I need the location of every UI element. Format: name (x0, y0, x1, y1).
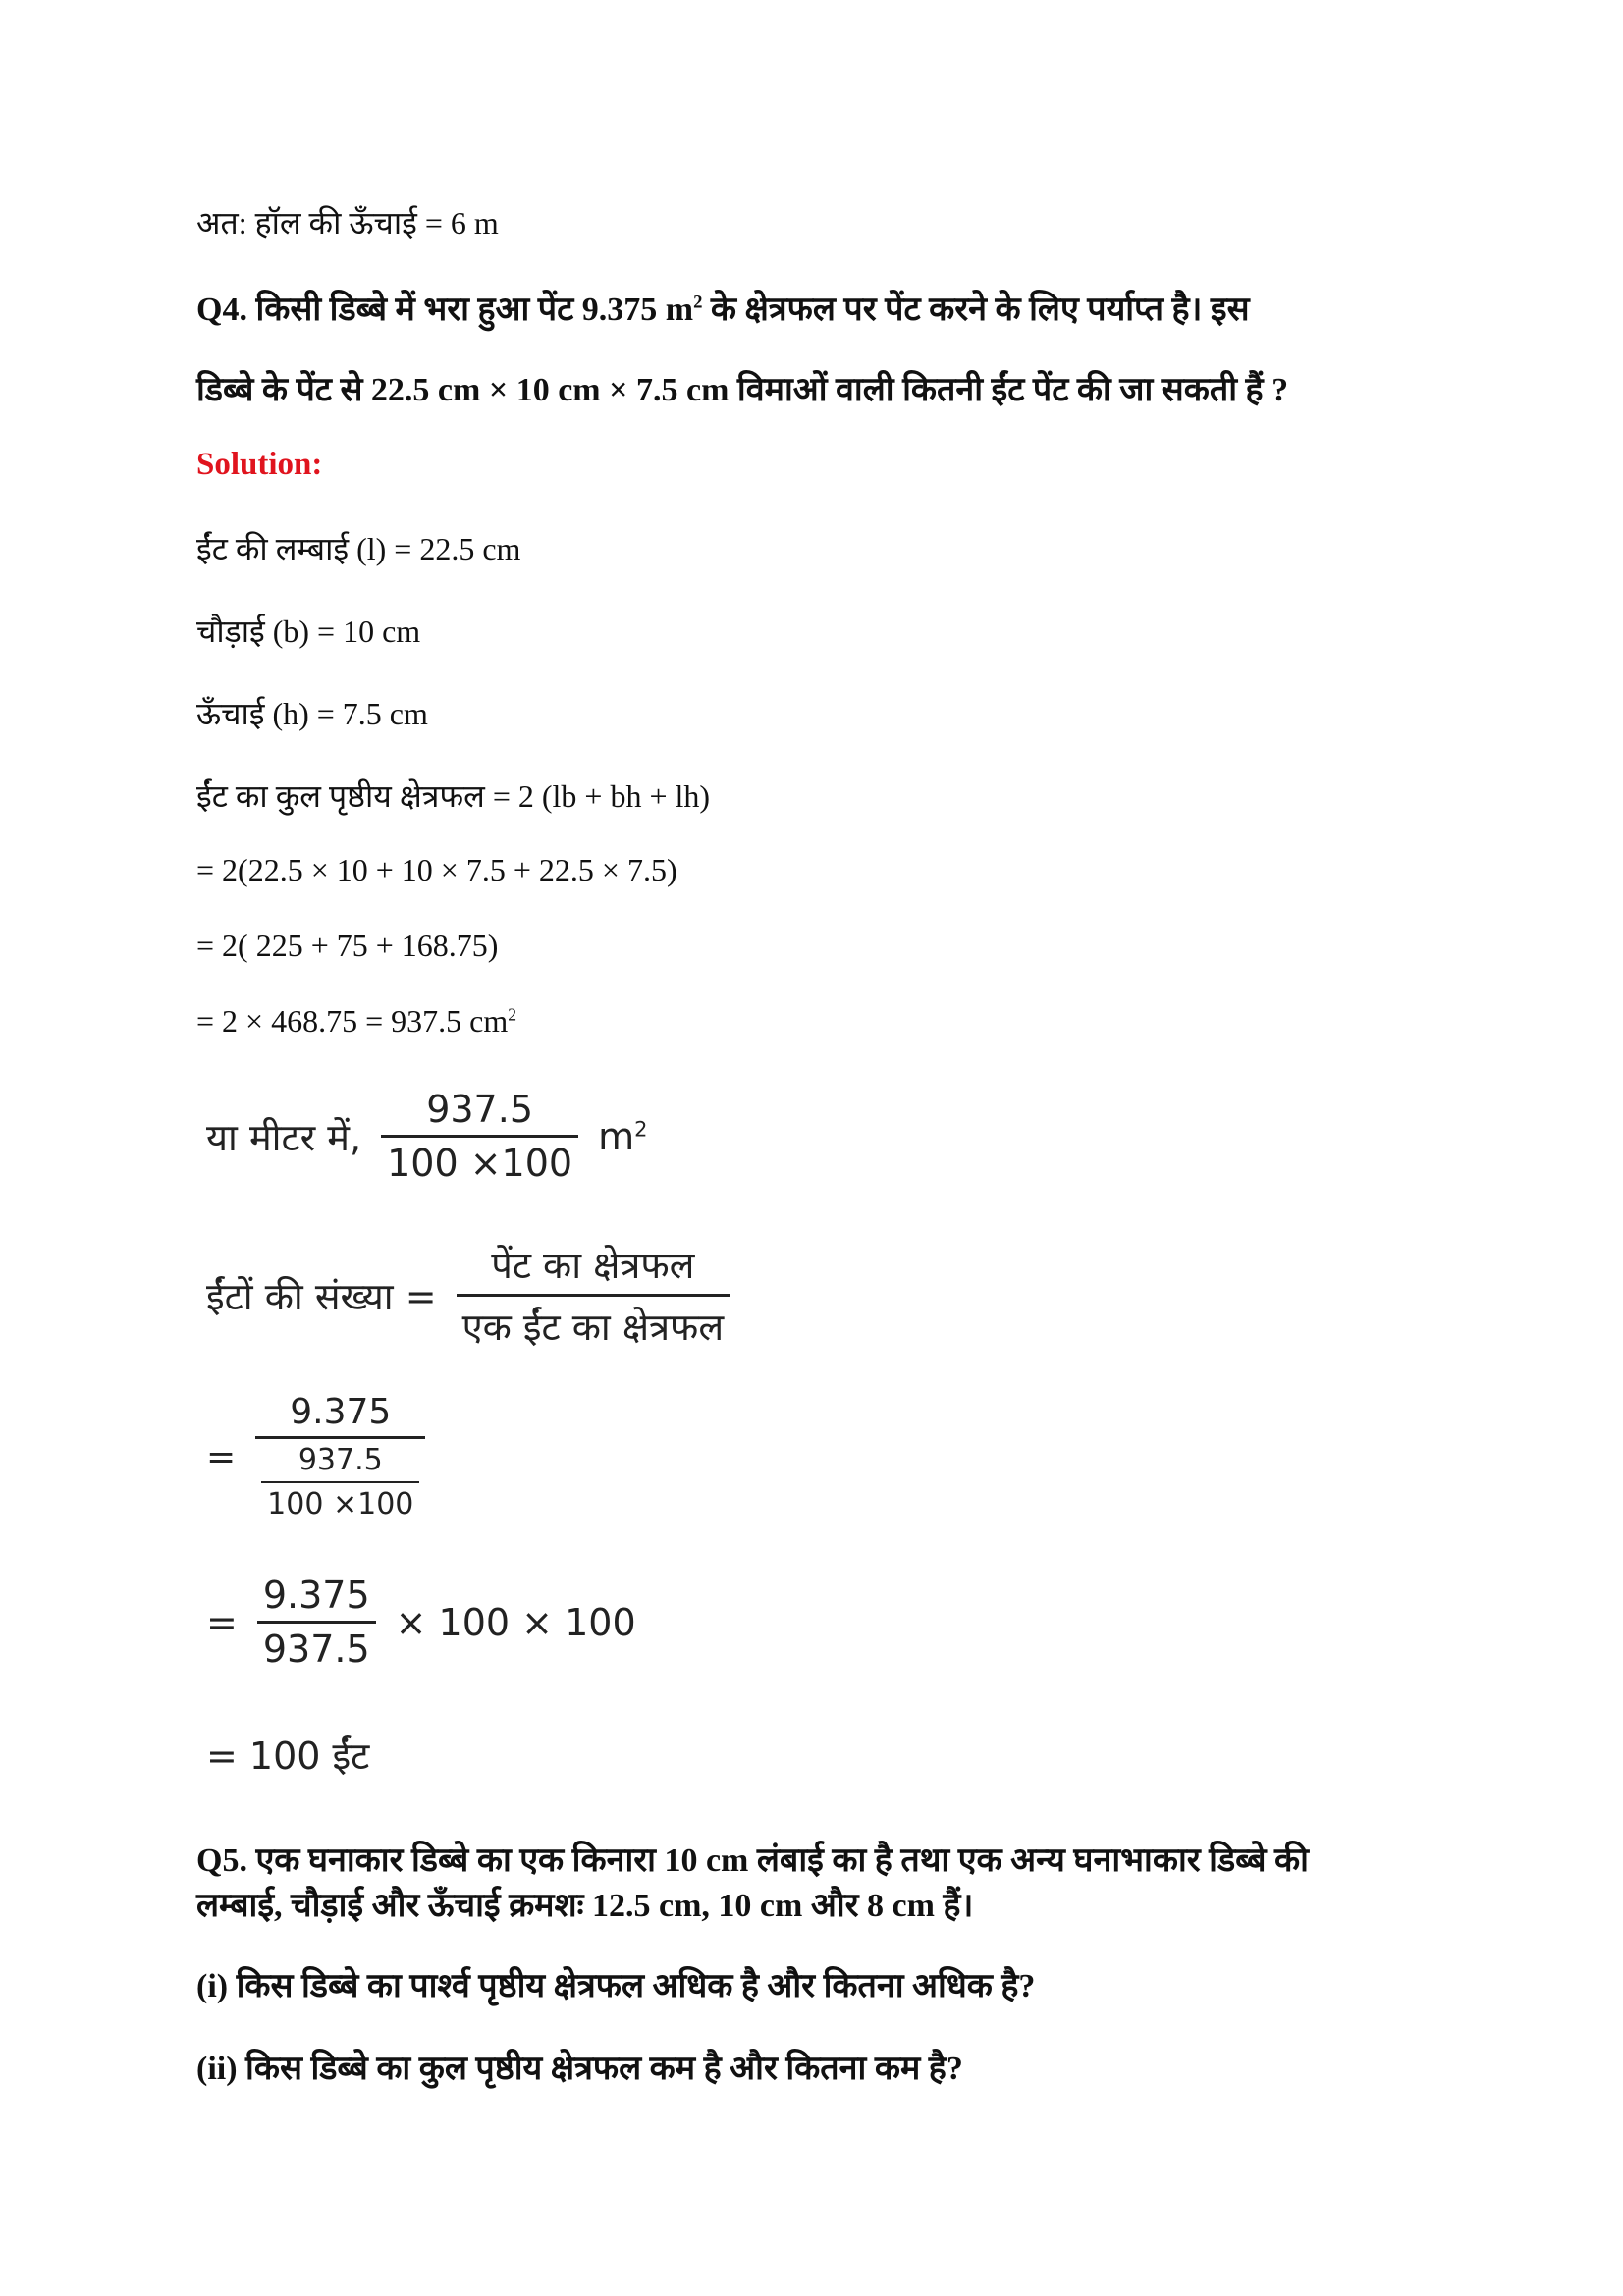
tsa-sup: 2 (508, 1004, 517, 1025)
meter-denominator: 100 ×100 (381, 1135, 578, 1185)
step1-inner-fraction (261, 1443, 419, 1522)
brick-count-step-2 (206, 1574, 636, 1671)
meter-label: या मीटर में, (206, 1115, 362, 1159)
step1-inner-denominator: 100 ×100 (261, 1481, 419, 1522)
brick-count-result: = 100 ईंट (206, 1735, 370, 1778)
q4-text-b: के क्षेत्रफल पर पेंट करने के लिए पर्याप्त है। इस (702, 292, 1250, 328)
brick-breadth: चौड़ाई (b) = 10 cm (196, 614, 421, 649)
q4-question-line-2: डिब्बे के पेंट से 22.5 cm × 10 cm × 7.5 cm विमाओं वाली कितनी ईंट पेंट की जा सकती हैं ? (196, 372, 1289, 408)
q5-part-1: (i) किस डिब्बे का पार्श्व पृष्ठीय क्षेत्रफल अधिक है और कितना अधिक है? (196, 1968, 1036, 2004)
tsa-step-2: = 2( 225 + 75 + 168.75) (196, 928, 499, 963)
brick-count-denominator: एक ईंट का क्षेत्रफल (457, 1294, 730, 1352)
step1-numerator: 9.375 (290, 1392, 392, 1432)
meter-conversion (206, 1088, 647, 1185)
q5-question-line-1: Q5. एक घनाकार डिब्बे का एक किनारा 10 cm लंबाई का है तथा एक अन्य घनाभाकार डिब्बे की (196, 1842, 1309, 1879)
hall-height-result: अत: हॉल की ऊँचाई = 6 m (196, 205, 499, 240)
step2-equals: = (206, 1600, 238, 1644)
meter-fraction (381, 1088, 578, 1185)
step2-multiplier: × 100 × 100 (395, 1600, 636, 1644)
q4-sup: 2 (693, 292, 703, 313)
brick-count-fraction (457, 1239, 730, 1352)
brick-count-step-1 (206, 1392, 425, 1522)
brick-height: ऊँचाई (h) = 7.5 cm (196, 696, 428, 731)
tsa-step-1: = 2(22.5 × 10 + 10 × 7.5 + 22.5 × 7.5) (196, 852, 677, 887)
q5-part-2: (ii) किस डिब्बे का कुल पृष्ठीय क्षेत्रफल कम है और कितना कम है? (196, 2051, 963, 2087)
step2-fraction (257, 1574, 376, 1671)
step1-equals: = (206, 1436, 237, 1477)
q4-text-a: Q4. किसी डिब्बे में भरा हुआ पेंट 9.375 m (196, 292, 694, 328)
solution-heading: Solution: (196, 447, 323, 482)
tsa-result: = 2 × 468.75 = 937.5 cm (196, 1003, 509, 1039)
step2-denominator: 937.5 (257, 1621, 376, 1671)
brick-count-label: ईंटों की संख्या = (206, 1274, 437, 1318)
meter-numerator: 937.5 (426, 1088, 533, 1131)
step2-numerator: 9.375 (262, 1574, 370, 1617)
step1-denominator (255, 1436, 425, 1522)
meter-unit: $m^2$ (598, 1114, 648, 1158)
tsa-step-3 (196, 1003, 516, 1040)
brick-count-formula (206, 1239, 730, 1352)
q4-question-line-1 (196, 285, 1250, 330)
step1-inner-numerator: 937.5 (298, 1443, 383, 1477)
q5-question-line-2: लम्बाई, चौड़ाई और ऊँचाई क्रमशः 12.5 cm, 10 cm और 8 cm हैं। (196, 1888, 974, 1924)
tsa-formula: ईंट का कुल पृष्ठीय क्षेत्रफल = 2 (lb + bh + lh) (196, 778, 711, 814)
brick-length: ईंट की लम्बाई (l) = 22.5 cm (196, 531, 521, 566)
step1-fraction (255, 1392, 425, 1522)
brick-count-numerator: पेंट का क्षेत्रफल (491, 1244, 695, 1287)
